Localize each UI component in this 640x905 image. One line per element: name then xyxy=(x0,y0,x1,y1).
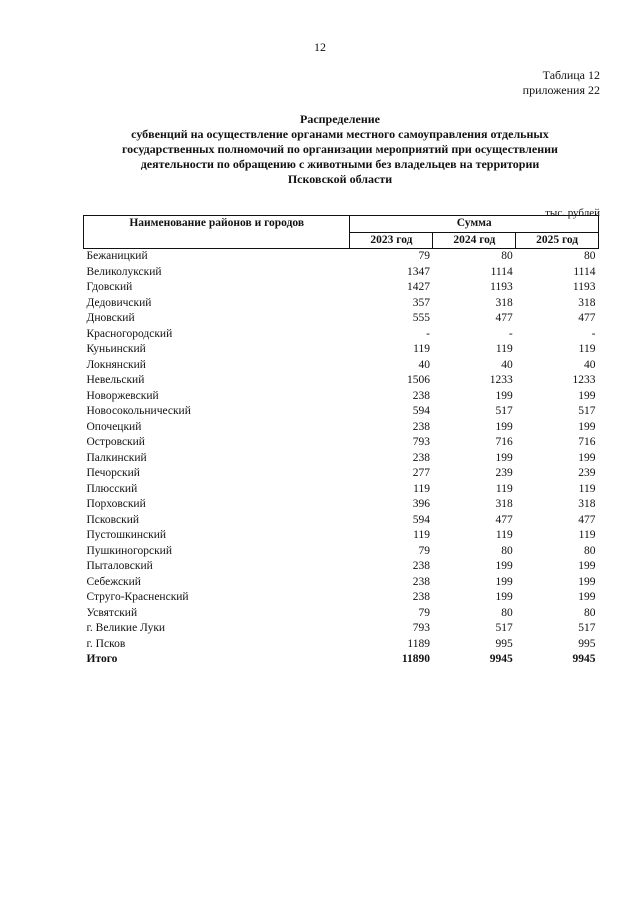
amount-value: 1193 xyxy=(572,281,596,293)
amount-value: 1506 xyxy=(406,374,430,386)
amount-value: 477 xyxy=(495,513,513,526)
district-name: Пушкиногорский xyxy=(86,544,172,557)
table-row xyxy=(84,420,599,436)
table-row xyxy=(84,249,599,265)
amount-value: 1189 xyxy=(407,637,430,650)
table-row xyxy=(84,575,599,591)
district-name: Дедовичский xyxy=(86,296,152,309)
table-row xyxy=(84,327,599,343)
amount-value: 40 xyxy=(584,358,596,371)
amount-value: 199 xyxy=(495,575,513,588)
district-name: Пустошкинский xyxy=(86,529,167,541)
table-row xyxy=(84,358,599,374)
amount-value: 40 xyxy=(418,358,430,371)
amount-value: 199 xyxy=(495,389,513,402)
header-year: 2025 год xyxy=(516,232,599,249)
amount-value: 517 xyxy=(578,405,596,417)
amount-value: 238 xyxy=(412,591,430,603)
table-row xyxy=(84,528,599,544)
amount-value: 79 xyxy=(418,544,430,557)
amount-value: 119 xyxy=(413,529,430,541)
amount-value: 1347 xyxy=(406,265,430,278)
amount-value: 199 xyxy=(495,420,513,433)
district-name: г. Псков xyxy=(86,637,126,650)
header-name: Наименование районов и городов xyxy=(84,216,350,249)
amount-value: 277 xyxy=(412,467,430,479)
amount-value: 199 xyxy=(495,451,513,464)
amount-value: 199 xyxy=(578,591,596,603)
table-row xyxy=(84,466,599,482)
table-row xyxy=(84,544,599,560)
table-row xyxy=(84,342,599,358)
district-name: Палкинский xyxy=(86,451,147,464)
amount-value: 594 xyxy=(412,405,430,417)
district-name: Дновский xyxy=(86,312,135,324)
amount-value: 199 xyxy=(578,451,596,464)
amount-value: 40 xyxy=(501,358,513,371)
amount-value: 594 xyxy=(412,513,430,526)
district-name: Куньинский xyxy=(86,343,146,355)
amount-value: 80 xyxy=(501,250,513,262)
amount-value: 793 xyxy=(412,436,430,448)
table-row xyxy=(84,404,599,420)
amount-value: 238 xyxy=(412,420,430,433)
amount-value: 80 xyxy=(584,544,596,557)
page-number: 12 xyxy=(314,40,326,54)
amount-value: 477 xyxy=(495,312,513,324)
amount-value: - xyxy=(591,327,596,340)
table-row xyxy=(84,497,599,513)
amount-value: 1193 xyxy=(490,281,513,293)
table-row xyxy=(84,451,599,467)
district-name: Островский xyxy=(86,436,145,448)
amount-value: 238 xyxy=(412,451,430,464)
district-name: Опочецкий xyxy=(86,420,142,433)
table-row xyxy=(84,513,599,529)
table-row xyxy=(84,559,599,575)
document-heading xyxy=(60,112,620,187)
amount-value: 716 xyxy=(578,436,596,448)
amount-value: 318 xyxy=(495,498,513,510)
total-label: Итого xyxy=(86,653,118,665)
table-row xyxy=(84,389,599,405)
table-row xyxy=(84,482,599,498)
amount-value: 80 xyxy=(501,606,513,619)
table-row xyxy=(84,265,599,281)
amount-value: 1114 xyxy=(490,265,513,278)
amount-value: 555 xyxy=(412,312,430,324)
table-row xyxy=(84,637,599,653)
district-name: Усвятский xyxy=(86,606,138,619)
amount-value: 318 xyxy=(578,296,596,309)
district-name: Плюсский xyxy=(86,482,138,495)
district-name: Гдовский xyxy=(86,281,133,293)
table-reference-line1: Таблица 12 xyxy=(542,68,600,82)
amount-value: 199 xyxy=(578,420,596,433)
amount-value: 119 xyxy=(495,343,513,355)
amount-value: 119 xyxy=(578,482,596,495)
amount-value: 517 xyxy=(495,622,513,634)
amount-value: 238 xyxy=(412,560,430,572)
amount-value: 1114 xyxy=(573,265,596,278)
amount-value: 80 xyxy=(501,544,513,557)
amount-value: 199 xyxy=(495,591,513,603)
table-row xyxy=(84,606,599,622)
units-label: тыс. рублей xyxy=(545,207,600,219)
total-value: 9945 xyxy=(572,653,596,665)
amount-value: 1233 xyxy=(572,374,596,386)
district-name: Пыталовский xyxy=(86,560,153,572)
amount-value: 119 xyxy=(578,529,596,541)
table-row xyxy=(84,280,599,296)
amount-value: 119 xyxy=(413,482,430,495)
amount-value: 80 xyxy=(584,250,596,262)
amount-value: 199 xyxy=(495,560,513,572)
table-row xyxy=(84,435,599,451)
table-row xyxy=(84,590,599,606)
header-year: 2023 год xyxy=(350,232,433,249)
district-name: Бежаницкий xyxy=(86,250,148,262)
district-name: г. Великие Луки xyxy=(86,622,166,634)
district-name: Великолукский xyxy=(86,265,162,278)
amount-value: 238 xyxy=(412,389,430,402)
amount-value: 239 xyxy=(578,467,596,479)
amount-value: 477 xyxy=(578,312,596,324)
amount-value: 517 xyxy=(578,622,596,634)
amount-value: 80 xyxy=(584,606,596,619)
amount-value: 238 xyxy=(412,575,430,588)
amount-value: 199 xyxy=(578,560,596,572)
amount-value: 199 xyxy=(578,389,596,402)
amount-value: 995 xyxy=(578,637,596,650)
heading-line: деятельности по обращению с животными без владельцев на территории xyxy=(140,157,540,171)
district-name: Невельский xyxy=(86,374,145,386)
table-row xyxy=(84,621,599,637)
district-name: Печорский xyxy=(86,467,140,479)
district-name: Локнянский xyxy=(86,358,146,371)
amount-value: 199 xyxy=(578,575,596,588)
district-name: Порховский xyxy=(86,498,146,510)
total-row xyxy=(84,652,599,668)
table-row xyxy=(84,296,599,312)
amount-value: 79 xyxy=(418,606,430,619)
table-body xyxy=(84,249,599,668)
amount-value: 357 xyxy=(412,296,430,309)
heading-line: субвенций на осуществление органами местного самоуправления отдельных xyxy=(131,127,549,141)
amount-value: 119 xyxy=(413,343,430,355)
heading-line: государственных полномочий по организации мероприятий при осуществлении xyxy=(122,142,558,156)
district-name: Красногородский xyxy=(86,327,173,340)
table-reference xyxy=(523,68,600,98)
amount-value: - xyxy=(426,327,430,340)
district-name: Себежский xyxy=(86,575,141,588)
amount-value: 793 xyxy=(412,622,430,634)
heading-line: Распределение xyxy=(299,112,381,126)
amount-value: 79 xyxy=(418,250,430,262)
amount-value: 1427 xyxy=(406,281,430,293)
amount-value: 119 xyxy=(495,529,513,541)
table-row xyxy=(84,311,599,327)
amount-value: 477 xyxy=(578,513,596,526)
amount-value: 318 xyxy=(578,498,596,510)
amount-value: 995 xyxy=(495,637,513,650)
heading-line: Псковской области xyxy=(287,172,393,186)
table-reference-line2: приложения 22 xyxy=(522,83,600,97)
header-year: 2024 год xyxy=(433,232,516,249)
amount-value: 119 xyxy=(495,482,513,495)
total-value: 9945 xyxy=(489,653,513,665)
amount-value: - xyxy=(508,327,513,340)
district-name: Струго-Красненский xyxy=(86,591,189,603)
amount-value: 239 xyxy=(495,467,513,479)
amount-value: 517 xyxy=(495,405,513,417)
table-row xyxy=(84,373,599,389)
amount-value: 396 xyxy=(412,498,430,510)
amount-value: 318 xyxy=(495,296,513,309)
district-name: Новосокольнический xyxy=(86,405,191,417)
amount-value: 716 xyxy=(495,436,513,448)
total-value: 11890 xyxy=(401,653,430,665)
amount-value: 1233 xyxy=(489,374,513,386)
amount-value: 119 xyxy=(578,343,596,355)
district-name: Псковский xyxy=(86,513,140,526)
distribution-table xyxy=(83,215,599,668)
header-sum: Сумма xyxy=(350,216,599,233)
district-name: Новоржевский xyxy=(86,389,159,402)
